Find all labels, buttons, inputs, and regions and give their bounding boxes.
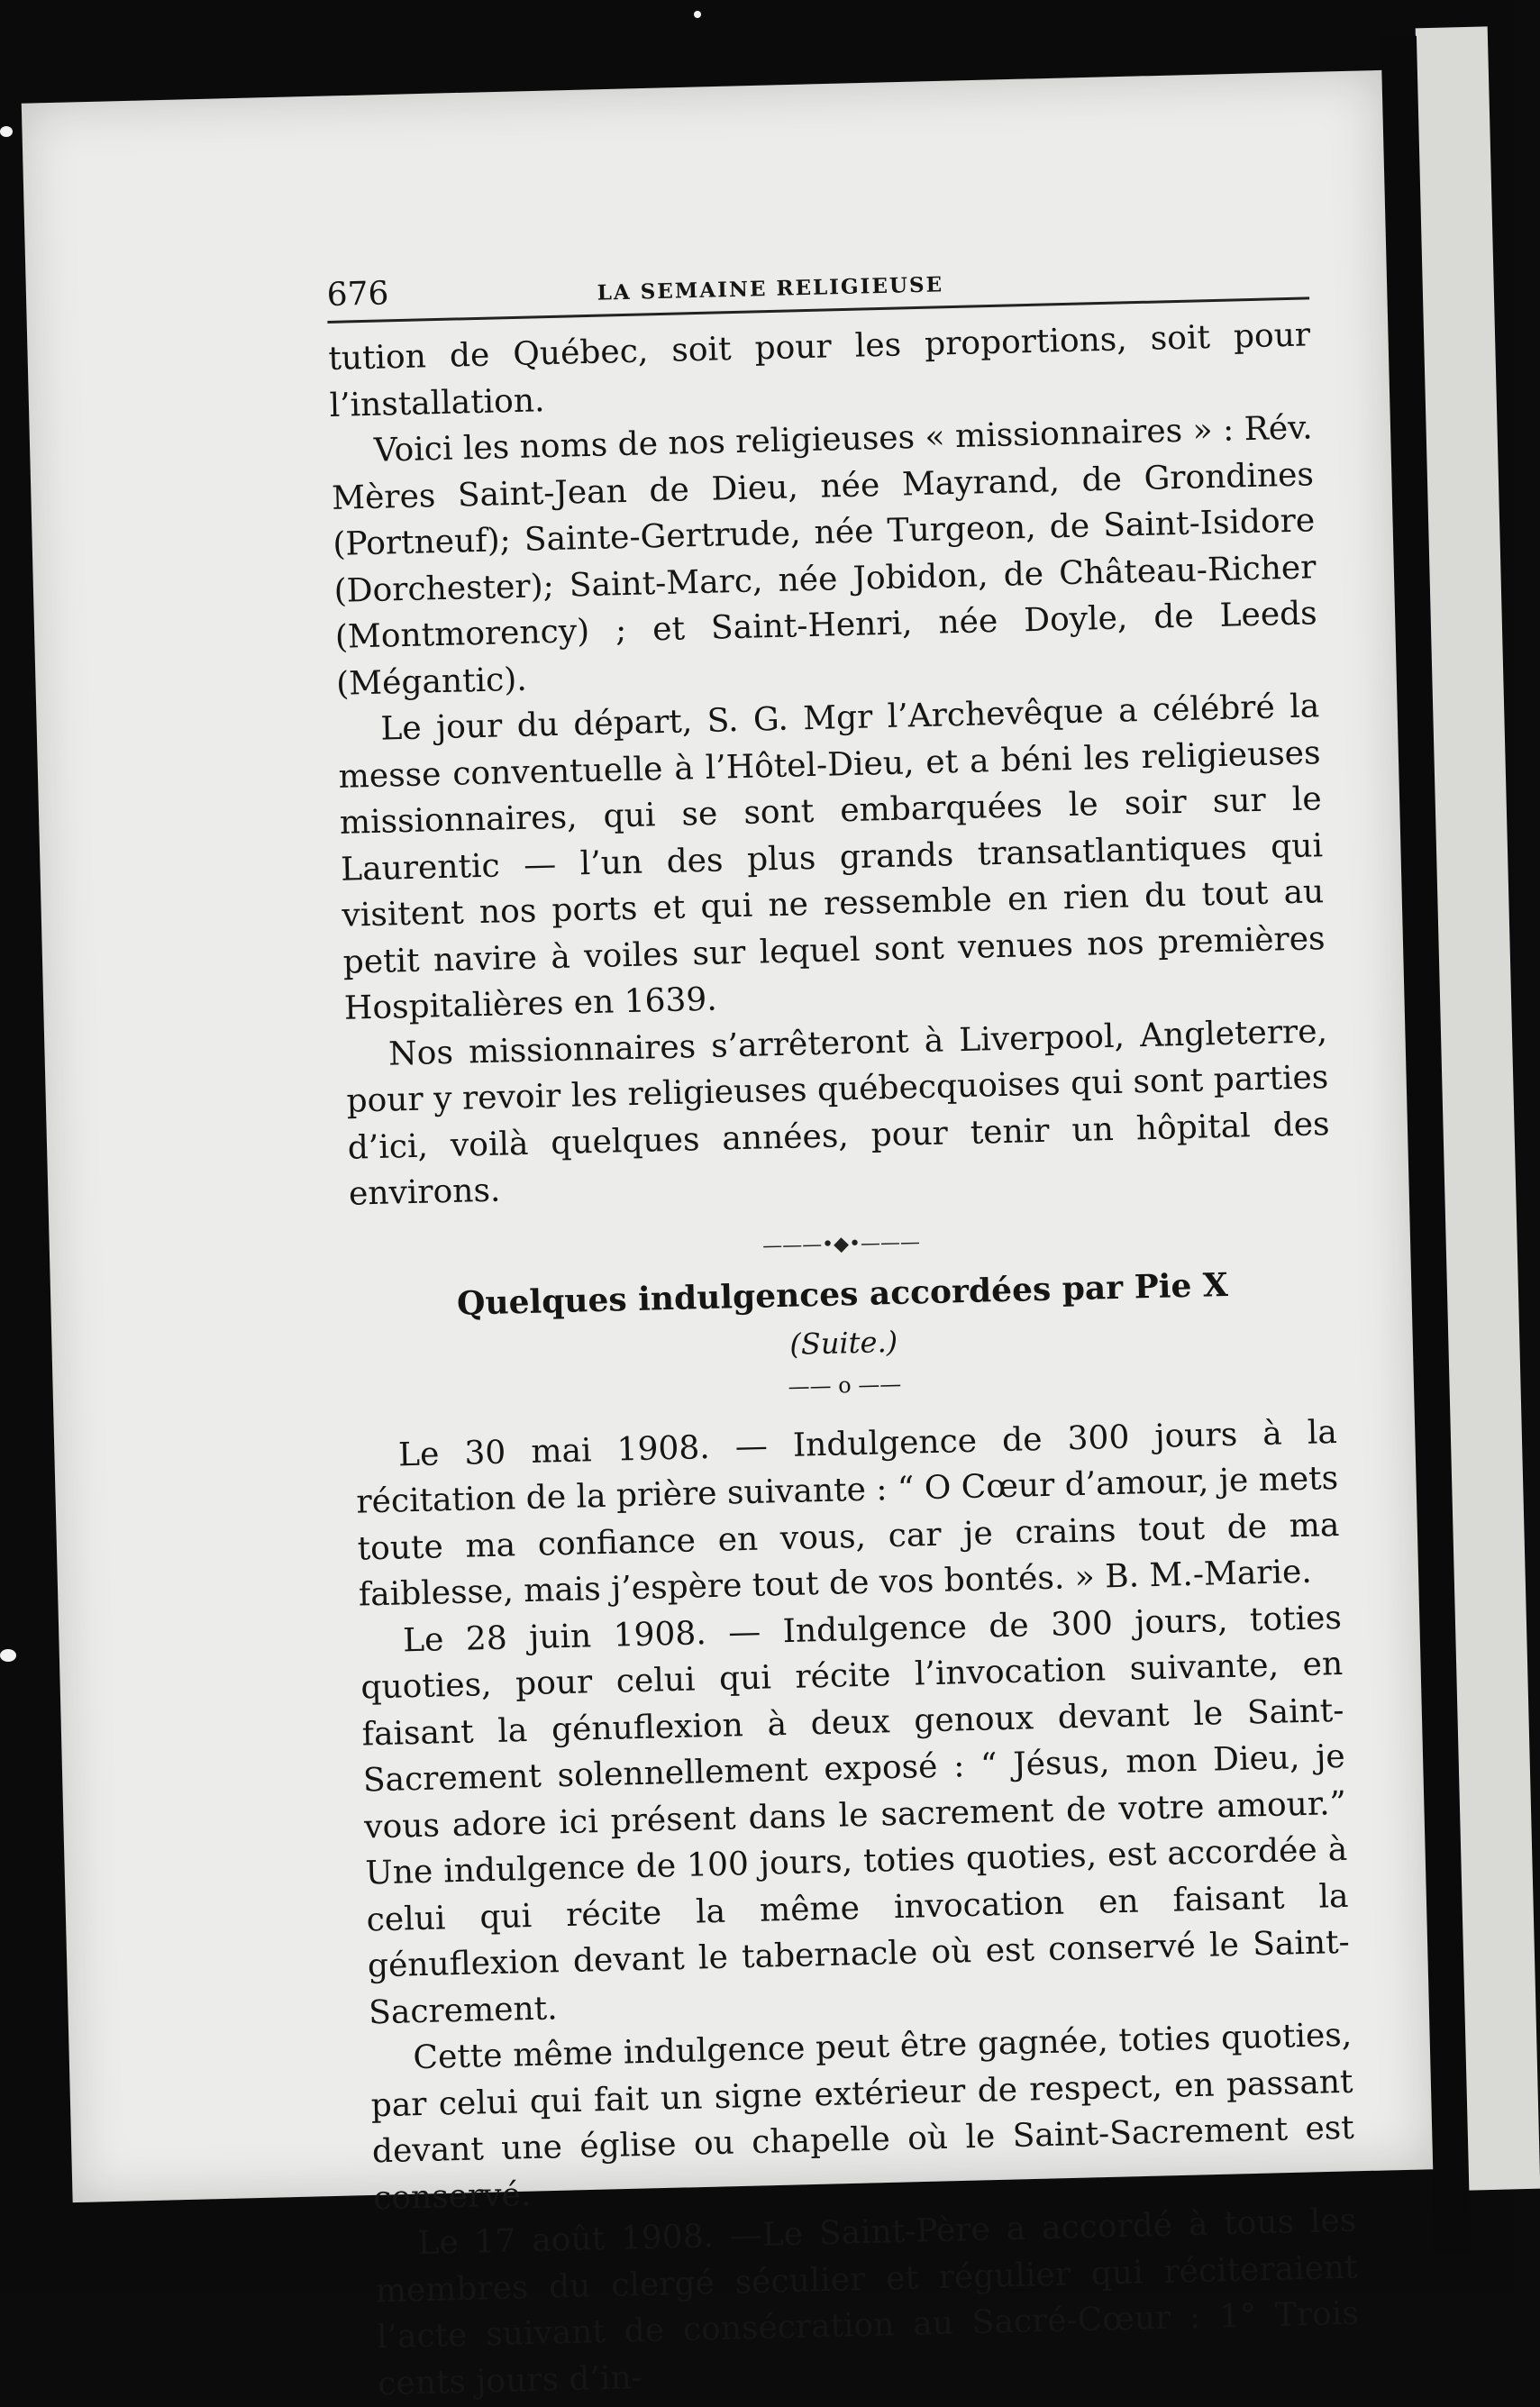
- dust-speck: [0, 1649, 16, 1662]
- paragraph: Le 17 août 1908. —Le Saint-Père a accordé à tous les membres du clergé séculier et régulier qui réciteraient l’acte suivant de consécration au Sacré-Cœur : 1° Trois cents jours d’in-: [375, 2202, 1360, 2402]
- page-number: 676: [326, 275, 389, 314]
- paragraph: Le 30 mai 1908. — Indulgence de 300 jours à la récitation de la prière suivante : “ O Cœur d’amour, je mets toute ma confiance en vous, car je crains tout de ma faiblesse, mais j’espère tout de vos bontés. » B. M.-Marie.: [355, 1413, 1340, 1614]
- small-separator: —— o ——: [788, 1371, 902, 1400]
- dust-speck: [694, 11, 701, 18]
- section-subtitle: (Suite.): [788, 1324, 898, 1362]
- paragraph: Le jour du départ, S. G. Mgr l’Archevêque a célébré la messe conventuelle à l’Hôtel-Dieu, et a béni les religieuses missionnaires, qui se sont embarquées le soir sur le Laurentic — l’un des plus grands transatlantiques qui visitent nos ports et qui ne ressemble en rien du tout au petit navire à voiles sur lequel sont venues nos premières Hospitalières en 1639.: [338, 688, 1326, 1027]
- paragraph: Nos missionnaires s’arrêteront à Liverpool, Angleterre, pour y revoir les religieuses québecquoises qui sont parties d’ici, voilà quelques années, pour tenir un hôpital des environs.: [346, 1012, 1330, 1213]
- ornamental-separator: ———•◆•———: [761, 1230, 921, 1257]
- paragraph: Le 28 juin 1908. — Indulgence de 300 jours, toties quoties, pour celui qui récite l’invocation suivante, en faisant la génuflexion à deux genoux devant le Saint-Sacrement solennellement exposé : “ Jésus, mon Dieu, je vous adore ici présent dans le sacrement de votre amour.” Une indulgence de 100 jours, toties quoties, est accordée à celui qui récite la même invocation en faisant la génuflexion devant le tabernacle où est conservé le Saint-Sacrement.: [360, 1599, 1351, 2031]
- paragraph: Cette même indulgence peut être gagnée, toties quoties, par celui qui fait un signe extérieur de respect, en passant devant une église ou chapelle où le Saint-Sacrement est conservé.: [370, 2016, 1355, 2217]
- dust-speck: [0, 126, 13, 137]
- paragraph: Voici les noms de nos religieuses « missionnaires » : Rév. Mères Saint-Jean de Dieu, née Mayrand, de Grondines (Portneuf); Sainte-Gertrude, née Turgeon, de Saint-Isidore (Dorchester); Saint-Marc, née Jobidon, de Château-Richer (Montmorency) ; et Saint-Henri, née Doyle, de Leeds (Mégantic).: [331, 409, 1318, 703]
- running-head: LA SEMAINE RELIGIEUSE: [597, 272, 944, 305]
- section-title: Quelques indulgences accordées par Pie X: [456, 1265, 1229, 1323]
- paragraph: tution de Québec, soit pour les proportions, soit pour l’installation.: [327, 316, 1311, 424]
- page-text: [326, 246, 1361, 2407]
